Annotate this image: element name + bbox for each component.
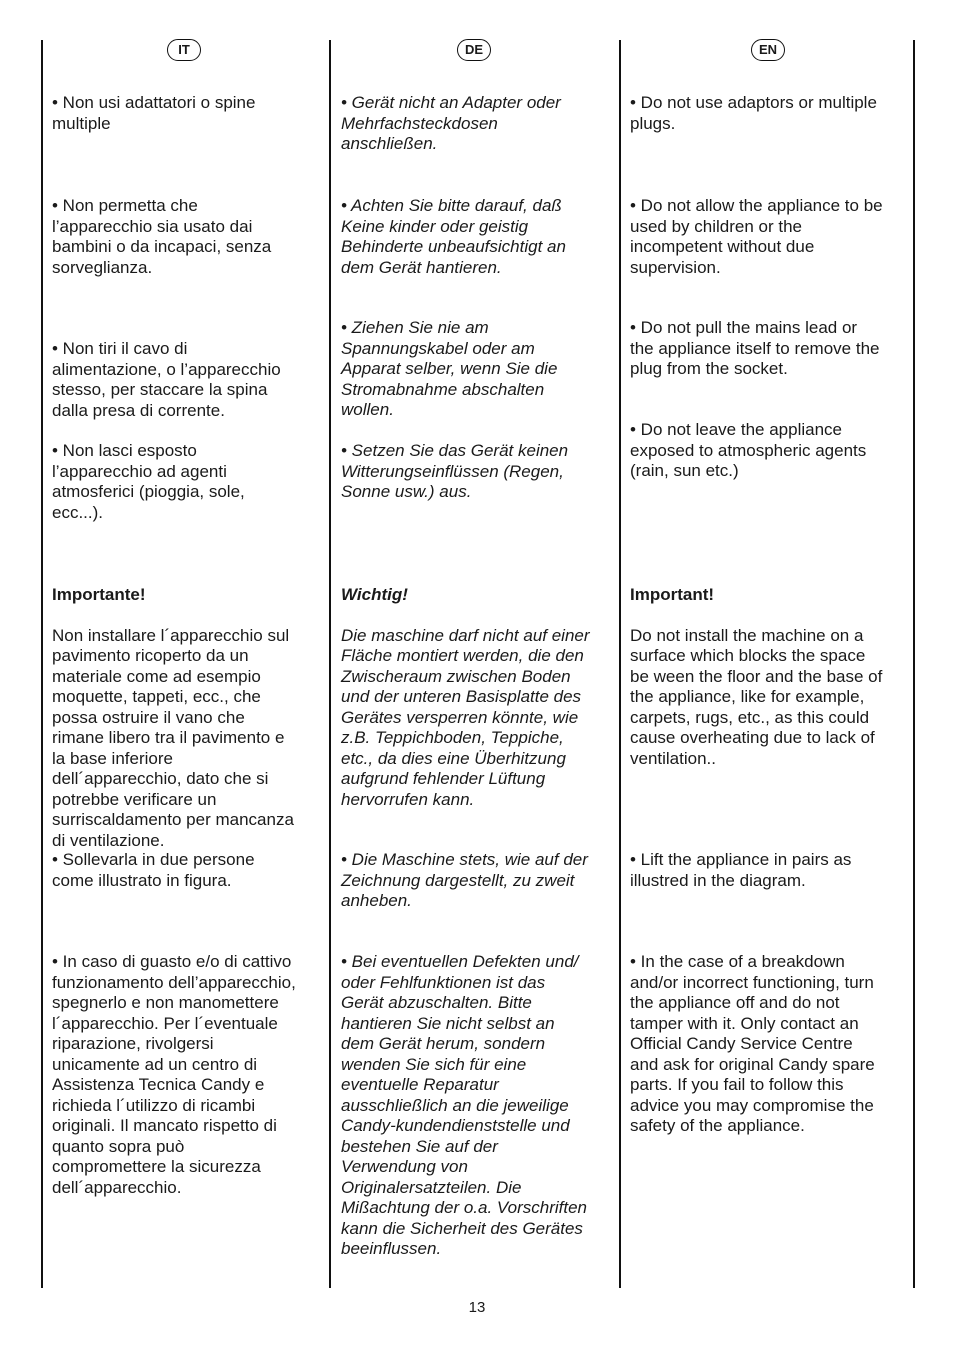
en-important-text: Do not install the machine on a surface which blocks the space be ween the floor and the base of the appliance, like for example, carpets, rugs, etc., as this could cause overheating due to lack of ventilation.. <box>630 625 883 768</box>
it-lift-warning: • Sollevarla in due persone come illustrato in figura. <box>52 850 255 890</box>
en-adapters-warning: • Do not use adaptors or multiple plugs. <box>630 93 877 133</box>
column-divider-de-en <box>619 40 621 1288</box>
en-lift-warning: • Lift the appliance in pairs as illustred in the diagram. <box>630 850 852 890</box>
it-important-section <box>52 564 320 872</box>
de-breakdown-warning: • Bei eventuellen Defekten und/ oder Fehlfunktionen ist das Gerät abzuschalten. Bitte hantieren Sie nicht selbst an dem Gerät herum, sondern wenden Sie sich für eine eventuelle Reparatur ausschließlich an die jeweilige Candy-kundendienststelle und bestehen Sie auf der Verwendung von Originalersatzteilen. Die Mißachtung der o.a. Vorschriften kann die Sicherheit des Gerätes beeinflussen. <box>341 952 587 1258</box>
en-weather-warning: • Do not leave the appliance exposed to atmospheric agents (rain, sun etc.) <box>630 420 867 480</box>
en-important-section <box>630 564 906 790</box>
it-weather-warning: • Non lasci esposto l’apparecchio ad agenti atmosferici (pioggia, sole, ecc...). <box>52 441 245 522</box>
it-important-text: Non installare l´apparecchio sul pavimento ricoperto da un materiale come ad esempio moquette, tappeti, ecc., che possa ostruire il vano che rimane libero tra il pavimento e la base inferiore dell´apparecchio, dato che si potrebbe verificare un surriscaldamento per mancanza di ventilazione. <box>52 625 294 850</box>
it-children-warning: • Non permetta che l’apparecchio sia usato dai bambini o da incapaci, senza sorveglianza. <box>52 196 272 277</box>
it-cable-warning: • Non tiri il cavo di alimentazione, o l’apparecchio stesso, per staccare la spina dalla presa di corrente. <box>52 339 281 420</box>
en-children-warning: • Do not allow the appliance to be used by children or the incompetent without due supervision. <box>630 196 883 277</box>
en-important-heading: Important! <box>630 584 715 604</box>
it-important-heading: Importante! <box>52 584 146 604</box>
de-weather-warning: • Setzen Sie das Gerät keinen Witterungseinflüssen (Regen, Sonne usw.) aus. <box>341 441 569 501</box>
page-number: 13 <box>468 1299 486 1316</box>
de-adapters-warning: • Gerät nicht an Adapter oder Mehrfachsteckdosen anschließen. <box>341 93 561 153</box>
language-badge-en: EN <box>751 39 785 61</box>
column-divider-right <box>913 40 915 1288</box>
de-cable-warning: • Ziehen Sie nie am Spannungskabel oder am Apparat selber, wenn Sie die Stromabnahme abschalten wollen. <box>341 318 558 419</box>
it-breakdown-warning: • In caso di guasto e/o di cattivo funzionamento dell’apparecchio, spegnerlo e non manomettere l´apparecchio. Per l´eventuale riparazione, rivolgersi unicamente ad un centro di Assistenza Tecnica Candy e richieda l´utilizzo di ricambi originali. Il mancato rispetto di quanto sopra può compromettere la sicurezza dell´apparecchio. <box>52 952 296 1197</box>
language-badge-it: IT <box>167 39 201 61</box>
de-lift-warning: • Die Maschine stets, wie auf der Zeichnung dargestellt, zu zweit anheben. <box>341 850 588 910</box>
column-divider-left <box>41 40 43 1288</box>
de-important-heading: Wichtig! <box>341 584 408 604</box>
column-divider-it-de <box>329 40 331 1288</box>
de-important-section <box>341 564 613 831</box>
de-important-text: Die maschine darf nicht auf einer Fläche montiert werden, die den Zwischeraum zwischen Boden und der unteren Basisplatte des Gerätes versperren könnte, wie z.B. Teppichboden, Teppiche, etc., da dies eine Überhitzung aufgrund fehlender Lüftung hervorrufen kann. <box>341 625 590 809</box>
en-breakdown-warning: • In the case of a breakdown and/or incorrect functioning, turn the appliance off and do not tamper with it. Only contact an Official Candy Service Centre and ask for original Candy spare parts. If you fail to follow this advice you may compromise the safety of the appliance. <box>630 952 875 1135</box>
it-adapters-warning: • Non usi adattatori o spine multiple <box>52 93 256 133</box>
en-cable-warning: • Do not pull the mains lead or the appliance itself to remove the plug from the socket. <box>630 318 880 378</box>
language-badge-de: DE <box>457 39 491 61</box>
de-children-warning: • Achten Sie bitte darauf, daß Keine kinder oder geistig Behinderte unbeaufsichtigt an dem Gerät hantieren. <box>341 196 566 277</box>
